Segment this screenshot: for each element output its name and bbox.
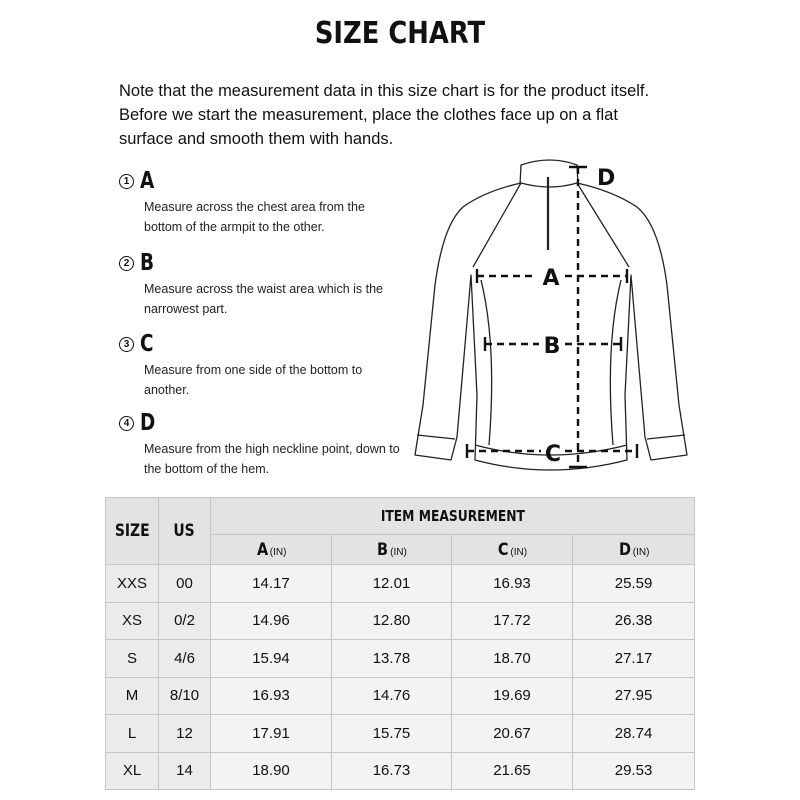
us-cell: 0/2 — [159, 602, 211, 640]
side-panel-seam — [610, 280, 621, 445]
value-cell: 27.17 — [573, 640, 695, 678]
value-cell: 14.76 — [332, 677, 452, 715]
note-line: Note that the measurement data in this size chart is for the product itself. — [119, 82, 650, 100]
value-cell: 16.73 — [332, 752, 452, 790]
jacket-diagram — [405, 155, 705, 485]
raglan-seam — [577, 183, 629, 267]
us-cell: 12 — [159, 715, 211, 753]
value-cell: 27.95 — [573, 677, 695, 715]
value-cell: 25.59 — [573, 565, 695, 603]
measure-letter: B — [140, 250, 155, 276]
diagram-label-d: D — [597, 166, 616, 191]
measure-description: Measure across the chest area from the bottom of the armpit to the other. — [144, 200, 365, 234]
value-cell: 26.38 — [573, 602, 695, 640]
size-cell: S — [106, 640, 159, 678]
raglan-seam — [473, 183, 521, 267]
size-cell: XXS — [106, 565, 159, 603]
step-number-badge: 3 — [119, 337, 134, 352]
value-cell: 14.96 — [211, 602, 332, 640]
size-cell: XL — [106, 752, 159, 790]
measure-description: Measure across the waist area which is the narrowest part. — [144, 282, 383, 316]
size-cell: L — [106, 715, 159, 753]
step-number-badge: 2 — [119, 256, 134, 271]
value-cell: 12.80 — [332, 602, 452, 640]
us-cell: 14 — [159, 752, 211, 790]
size-column-header — [106, 498, 159, 565]
value-cell: 28.74 — [573, 715, 695, 753]
table-row — [106, 752, 695, 790]
measure-letter: D — [140, 410, 156, 436]
measurement-note — [119, 79, 679, 151]
measure-d — [119, 410, 409, 479]
measure-letter: C — [140, 331, 154, 357]
size-cell: XS — [106, 602, 159, 640]
unit-label: (IN) — [269, 546, 287, 558]
cuff-seam — [417, 435, 455, 439]
column-header-c — [452, 535, 573, 565]
unit-label: (IN) — [390, 546, 407, 558]
value-cell: 29.53 — [573, 752, 695, 790]
value-cell: 17.91 — [211, 715, 332, 753]
us-cell: 8/10 — [159, 677, 211, 715]
item-measurement-text: ITEM MEASUREMENT — [380, 507, 525, 525]
measure-b — [119, 250, 409, 319]
size-cell: M — [106, 677, 159, 715]
column-letter: C — [497, 539, 509, 560]
column-header-b — [332, 535, 452, 565]
value-cell: 17.72 — [452, 602, 573, 640]
us-column-header — [159, 498, 211, 565]
step-number-badge: 1 — [119, 174, 134, 189]
value-cell: 14.17 — [211, 565, 332, 603]
measure-letter: A — [140, 168, 155, 194]
value-cell: 21.65 — [452, 752, 573, 790]
value-cell: 16.93 — [211, 677, 332, 715]
measure-c — [119, 331, 409, 400]
note-line: Before we start the measurement, place the clothes face up on a flat — [119, 106, 618, 124]
diagram-label-a: A — [542, 266, 560, 291]
value-cell: 15.75 — [332, 715, 452, 753]
column-letter: A — [256, 539, 268, 560]
table-row — [106, 640, 695, 678]
measure-a — [119, 168, 409, 237]
value-cell: 12.01 — [332, 565, 452, 603]
table-row — [106, 565, 695, 603]
column-header-d — [573, 535, 695, 565]
table-row — [106, 677, 695, 715]
column-letter: B — [377, 539, 389, 560]
diagram-label-c: C — [544, 442, 562, 467]
column-header-a — [211, 535, 332, 565]
note-line: surface and smooth them with hands. — [119, 130, 394, 148]
value-cell: 19.69 — [452, 677, 573, 715]
us-cell: 4/6 — [159, 640, 211, 678]
cuff-seam — [647, 435, 685, 439]
unit-label: (IN) — [510, 546, 528, 558]
value-cell: 15.94 — [211, 640, 332, 678]
column-letter: D — [618, 539, 631, 560]
us-cell: 00 — [159, 565, 211, 603]
measure-description: Measure from one side of the bottom to another. — [144, 363, 363, 397]
item-measurement-header — [211, 498, 695, 535]
us-header-text: US — [173, 521, 196, 541]
step-number-badge: 4 — [119, 416, 134, 431]
page-title: SIZE CHART — [314, 16, 486, 51]
size-header-text: SIZE — [114, 521, 150, 541]
measure-description: Measure from the high neckline point, down to the bottom of the hem. — [144, 442, 400, 476]
value-cell: 18.90 — [211, 752, 332, 790]
side-panel-seam — [481, 280, 492, 445]
value-cell: 18.70 — [452, 640, 573, 678]
value-cell: 20.67 — [452, 715, 573, 753]
size-table — [105, 497, 695, 790]
table-row — [106, 715, 695, 753]
value-cell: 13.78 — [332, 640, 452, 678]
diagram-label-b: B — [543, 334, 561, 359]
unit-label: (IN) — [632, 546, 650, 558]
value-cell: 16.93 — [452, 565, 573, 603]
jacket-outline — [415, 183, 687, 470]
table-row — [106, 602, 695, 640]
